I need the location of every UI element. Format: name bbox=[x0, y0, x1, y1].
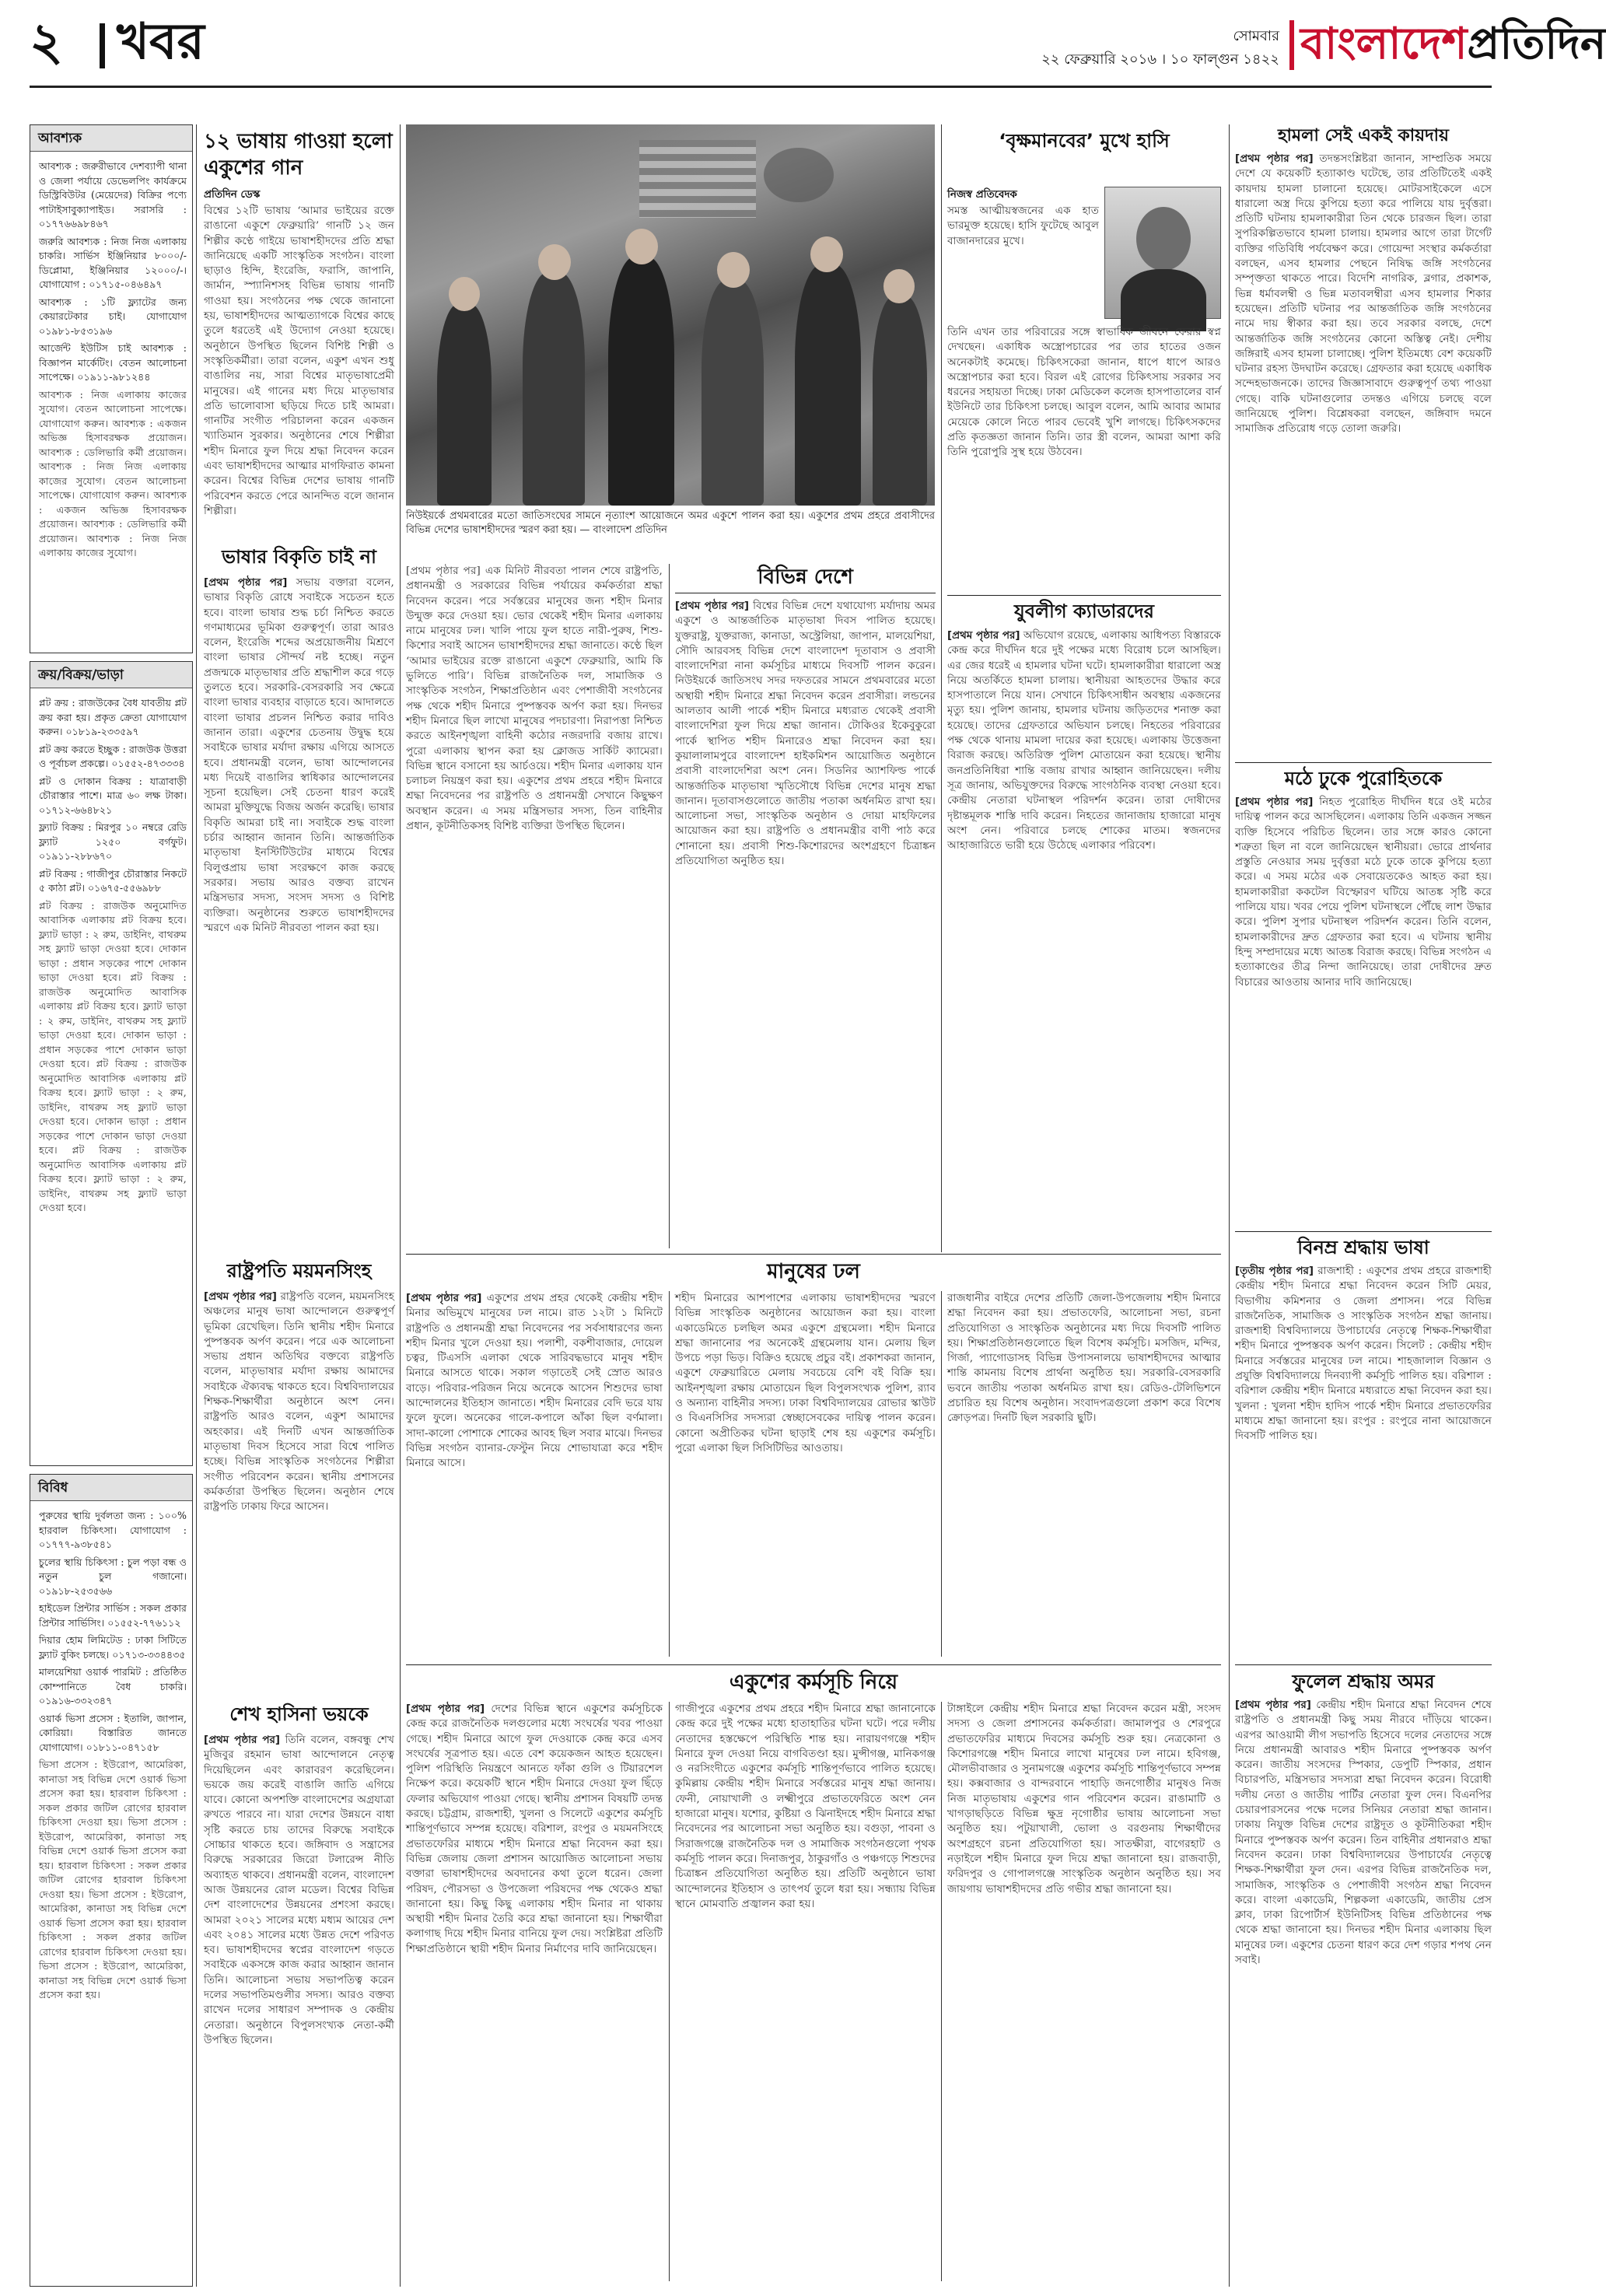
classified-item: দিয়ার হোম লিমিটেড : ঢাকা সিটিতে ফ্ল্যাট বুকিং চলছে। ০১৭১৩-৩৩৪৪৩৫ bbox=[39, 1634, 187, 1661]
headline-manusher-dhol: মানুষের ঢল bbox=[767, 1260, 860, 1283]
paper-logo bbox=[1300, 17, 1606, 72]
article-rashtrapati-body: [প্রথম পৃষ্ঠার পর] রাষ্ট্রপতি বলেন, ময়মনসিংহ অঞ্চলের মানুষ ভাষা আন্দোলনে গুরুত্বপূর্ণ ভূমিকা রেখেছিল। তিনি স্থানীয় শহীদ মিনারে পুষ্পস্তবক অর্পণ করেন। পরে এক আলোচনা সভায় প্রধান অতিথির বক্তব্যে রাষ্ট্রপতি বলেন, মাতৃভাষার মর্যাদা রক্ষায় আমাদের সবাইকে ঐক্যবদ্ধ থাকতে হবে। বিশ্ববিদ্যালয়ের শিক্ষক-শিক্ষার্থীরা অনুষ্ঠানে অংশ নেন। রাষ্ট্রপতি আরও বলেন, একুশ আমাদের অহংকার। এই দিনটি এখন আন্তর্জাতিক মাতৃভাষা দিবস হিসেবে সারা বিশ্বে পালিত হচ্ছে। বিভিন্ন সাংস্কৃতিক সংগঠনের শিল্পীরা সংগীত পরিবেশন করেন। স্থানীয় প্রশাসনের কর্মকর্তারা উপস্থিত ছিলেন। অনুষ্ঠান শেষে রাষ্ট্রপতি ঢাকায় ফিরে আসেন। bbox=[204, 1291, 394, 1514]
classified-item: আবশ্যক : জরুরীভাবে দেশব্যাপী থানা ও জেলা পর্যায়ে ডেভেলপিং কার্যক্রমে ডিস্ট্রিবিউটর (মেয়েদের) বিক্রির পণ্যে পাটাইসাবুক্যাপাইড। সরাসরি : ০১৭৭৬৬৯৮৪৬৭ bbox=[39, 160, 187, 229]
article-bhasha-bikriti-body: [প্রথম পৃষ্ঠার পর] সভায় বক্তারা বলেন, ভাষার বিকৃতি রোধে সবাইকে সচেতন হতে হবে। বাংলা ভাষার শুদ্ধ চর্চা নিশ্চিত করতে গণমাধ্যমের ভূমিকা গুরুত্বপূর্ণ। তারা আরও বলেন, ইংরেজি শব্দের অপ্রয়োজনীয় মিশ্রণে বাংলা ভাষার সৌন্দর্য নষ্ট হচ্ছে। নতুন প্রজন্মকে মাতৃভাষার প্রতি শ্রদ্ধাশীল করে গড়ে তুলতে হবে। সরকারি-বেসরকারি সব ক্ষেত্রে বাংলা ভাষার ব্যবহার বাড়াতে হবে। আদালতে বাংলা ভাষার প্রচলন নিশ্চিত করার দাবিও জানান তারা। একুশের চেতনায় উদ্বুদ্ধ হয়ে সবাইকে ভাষার মর্যাদা রক্ষায় এগিয়ে আসতে হবে। প্রধানমন্ত্রী বলেন, ভাষা আন্দোলনের মধ্য দিয়েই বাঙালির স্বাধিকার আন্দোলনের সূচনা হয়েছিল। সেই চেতনা ধারণ করেই আমরা মুক্তিযুদ্ধে বিজয় অর্জন করেছি। ভাষার বিকৃতি আমরা চাই না। সবাইকে শুদ্ধ বাংলা চর্চার আহ্বান জানান তিনি। আন্তর্জাতিক মাতৃভাষা ইনস্টিটিউটের মাধ্যমে বিশ্বের বিলুপ্তপ্রায় ভাষা সংরক্ষণে কাজ করছে সরকার। সভায় আরও বক্তব্য রাখেন মন্ত্রিসভার সদস্য, সংসদ সদস্য ও বিশিষ্ট ব্যক্তিরা। অনুষ্ঠানের শুরুতে ভাষাশহীদদের স্মরণে এক মিনিট নীরবতা পালন করা হয়। bbox=[204, 577, 394, 934]
classified-list-buy-sell bbox=[39, 696, 187, 1458]
article-kormosuchi-col2: গাজীপুরে একুশের প্রথম প্রহরে শহীদ মিনারে শ্রদ্ধা জানানোকে কেন্দ্র করে দুই পক্ষের মধ্যে হাতাহাতির ঘটনা ঘটে। পরে দলীয় নেতাদের হস্তক্ষেপে পরিস্থিতি শান্ত হয়। নারায়ণগঞ্জে শহীদ মিনারে ফুল দেওয়া নিয়ে বাগবিতণ্ডা হয়। মুন্সীগঞ্জ, মানিকগঞ্জ ও নরসিংদীতে একুশের কর্মসূচি শান্তিপূর্ণভাবে পালিত হয়েছে। কুমিল্লায় কেন্দ্রীয় শহীদ মিনারে সর্বস্তরের মানুষ শ্রদ্ধা জানায়। ফেনী, নোয়াখালী ও লক্ষ্মীপুরে প্রভাতফেরিতে অংশ নেন হাজারো মানুষ। যশোর, কুষ্টিয়া ও ঝিনাইদহে শহীদ মিনারে শ্রদ্ধা নিবেদনের পর আলোচনা সভা অনুষ্ঠিত হয়। বগুড়া, পাবনা ও সিরাজগঞ্জে রাজনৈতিক দল ও সামাজিক সংগঠনগুলো পৃথক কর্মসূচি পালন করে। দিনাজপুর, ঠাকুরগাঁও ও পঞ্চগড়ে শিশুদের চিত্রাঙ্কন প্রতিযোগিতা অনুষ্ঠিত হয়। প্রতিটি অনুষ্ঠানে ভাষা আন্দোলনের ইতিহাস ও তাৎপর্য তুলে ধরা হয়। সন্ধ্যায় বিভিন্ন স্থানে মোমবাতি প্রজ্বালন করা হয়। bbox=[675, 1703, 936, 1910]
classified-item: প্লট ও দোকান বিক্রয় : যাত্রাবাড়ী চৌরাস্তার পাশে। মাত্র ৬০ লক্ষ টাকা। ০১৭১২-৬৬৪৮২১ bbox=[39, 775, 187, 816]
article-sheikh-hasina-body: [প্রথম পৃষ্ঠার পর] তিনি বলেন, বঙ্গবন্ধু শেখ মুজিবুর রহমান ভাষা আন্দোলনে নেতৃত্ব দিয়েছিলেন এবং কারাবরণ করেছিলেন। ভয়কে জয় করেই বাঙালি জাতি এগিয়ে যাবে। কোনো অপশক্তি বাংলাদেশের অগ্রযাত্রা রুখতে পারবে না। যারা দেশের উন্নয়নে বাধা সৃষ্টি করতে চায় তাদের বিরুদ্ধে সবাইকে সোচ্চার থাকতে হবে। জঙ্গিবাদ ও সন্ত্রাসের বিরুদ্ধে সরকারের জিরো টলারেন্স নীতি অব্যাহত থাকবে। প্রধানমন্ত্রী বলেন, বাংলাদেশ আজ উন্নয়নের রোল মডেল। বিশ্বের বিভিন্ন দেশ বাংলাদেশের উন্নয়নের প্রশংসা করছে। আমরা ২০২১ সালের মধ্যে মধ্যম আয়ের দেশ এবং ২০৪১ সালের মধ্যে উন্নত দেশে পরিণত হব। ভাষাশহীদদের স্বপ্নের বাংলাদেশ গড়তে সবাইকে একসঙ্গে কাজ করার আহ্বান জানান তিনি। আলোচনা সভায় সভাপতিত্ব করেন দলের সভাপতিমণ্ডলীর সদস্য। আরও বক্তব্য রাখেন দলের সাধারণ সম্পাদক ও কেন্দ্রীয় নেতারা। অনুষ্ঠানে বিপুলসংখ্যক নেতা-কর্মী উপস্থিত ছিলেন। bbox=[204, 1734, 394, 2046]
lead-bibhinno-deshe: [প্রথম পৃষ্ঠার পর] bbox=[675, 600, 749, 612]
article-kormosuchi-col1: [প্রথম পৃষ্ঠার পর] দেশের বিভিন্ন স্থানে একুশের কর্মসূচিকে কেন্দ্র করে রাজনৈতিক দলগুলোর মধ্যে সংঘর্ষের খবর পাওয়া গেছে। শহীদ মিনারে আগে ফুল দেওয়াকে কেন্দ্র করে এসব সংঘর্ষের সূত্রপাত হয়। এতে বেশ কয়েকজন আহত হয়েছেন। পুলিশ পরিস্থিতি নিয়ন্ত্রণে আনতে ফাঁকা গুলি ও টিয়ারশেল নিক্ষেপ করে। কয়েকটি স্থানে শহীদ মিনারে দেওয়া ফুল ছিঁড়ে ফেলার অভিযোগ পাওয়া গেছে। স্থানীয় প্রশাসন বিষয়টি তদন্ত করছে। চট্টগ্রাম, রাজশাহী, খুলনা ও সিলেটে একুশের কর্মসূচি শান্তিপূর্ণভাবে সম্পন্ন হয়েছে। বরিশাল, রংপুর ও ময়মনসিংহে প্রভাতফেরির মাধ্যমে শহীদ মিনারে শ্রদ্ধা নিবেদন করা হয়। বিভিন্ন জেলায় জেলা প্রশাসন আয়োজিত আলোচনা সভায় বক্তারা ভাষাশহীদদের অবদানের কথা তুলে ধরেন। জেলা পরিষদ, পৌরসভা ও উপজেলা পরিষদের পক্ষ থেকেও শ্রদ্ধা জানানো হয়। কিছু কিছু এলাকায় শহীদ মিনার না থাকায় অস্থায়ী শহীদ মিনার তৈরি করে শ্রদ্ধা জানানো হয়। শিক্ষার্থীরা কলাগাছ দিয়ে শহীদ মিনার বানিয়ে ফুল দেয়। সংশ্লিষ্টরা প্রতিটি শিক্ষাপ্রতিষ্ঠানে স্থায়ী শহীদ মিনার নির্মাণের দাবি জানিয়েছেন। bbox=[406, 1703, 663, 1955]
lead-binomro-shraddha: [তৃতীয় পৃষ্ঠার পর] bbox=[1235, 1265, 1314, 1277]
classified-item: আর্জেন্ট ইউটিস চাই আবশ্যক : বিজ্ঞাপন মার্কেটিং। বেতন আলোচনা সাপেক্ষে। ০১৯১১-৯৮১২৪৪ bbox=[39, 342, 187, 383]
headline-ekushe-song: ১২ ভাষায় গাওয়া হলো একুশের গান bbox=[204, 130, 393, 180]
headline-jubolig: যুবলীগ ক্যাডারদের bbox=[1013, 600, 1154, 622]
classified-item: ফ্ল্যাট বিক্রয় : মিরপুর ১০ নম্বরে রেডি ফ্ল্যাট ১২৫০ বর্গফুট। ০১৯১১-২৮৮৬৭০ bbox=[39, 821, 187, 862]
classified-item: ওয়ার্ক ভিসা প্রসেস : ইতালি, জাপান, কোরিয়া। বিস্তারিত জানতে যোগাযোগ। ০১৮১১-০৪৭১৫৮ bbox=[39, 1712, 187, 1753]
classified-filler: ভিসা প্রসেস : ইউরোপ, আমেরিকা, কানাডা সহ বিভিন্ন দেশে ওয়ার্ক ভিসা প্রসেস করা হয়। হারবাল চিকিৎসা : সকল প্রকার জটিল রোগের হারবাল চিকিৎসা দেওয়া হয়। ভিসা প্রসেস : ইউরোপ, আমেরিকা, কানাডা সহ বিভিন্ন দেশে ওয়ার্ক ভিসা প্রসেস করা হয়। হারবাল চিকিৎসা : সকল প্রকার জটিল রোগের হারবাল চিকিৎসা দেওয়া হয়। ভিসা প্রসেস : ইউরোপ, আমেরিকা, কানাডা সহ বিভিন্ন দেশে ওয়ার্ক ভিসা প্রসেস করা হয়। হারবাল চিকিৎসা : সকল প্রকার জটিল রোগের হারবাল চিকিৎসা দেওয়া হয়। ভিসা প্রসেস : ইউরোপ, আমেরিকা, কানাডা সহ বিভিন্ন দেশে ওয়ার্ক ভিসা প্রসেস করা হয়। bbox=[39, 1759, 187, 2000]
paper-logo-part1: বাংলাদেশ bbox=[1300, 19, 1468, 69]
photo-caption: নিউইয়র্কে প্রথমবারের মতো জাতিসংঘের সামনে নৃত্যাংশ আয়োজনে অমর একুশে পালন করা হয়। একুশের প্রথম প্রহরে প্রবাসীদের বিভিন্ন দেশের ভাষাশহীদদের স্মরণ করা হয়। — বাংলাদেশ প্রতিদিন bbox=[406, 510, 935, 536]
divider bbox=[400, 124, 401, 2287]
headline-binomro-shraddha: বিনম্র শ্রদ্ধায় ভাষা bbox=[1297, 1237, 1429, 1258]
article-jubolig-body: [প্রথম পৃষ্ঠার পর] অভিযোগ রয়েছে, এলাকায় আধিপত্য বিস্তারকে কেন্দ্র করে দীর্ঘদিন ধরে দুই পক্ষের মধ্যে বিরোধ চলে আসছিল। এর জের ধরেই এ হামলার ঘটনা ঘটে। হামলাকারীরা ধারালো অস্ত্র নিয়ে অতর্কিতে হামলা চালায়। স্থানীয়রা আহতদের উদ্ধার করে হাসপাতালে নিয়ে যান। সেখানে চিকিৎসাধীন অবস্থায় একজনের মৃত্যু হয়। পুলিশ জানায়, হামলার ঘটনায় জড়িতদের শনাক্ত করা হয়েছে। তাদের গ্রেফতারে অভিযান চলছে। নিহতের পরিবারের পক্ষ থেকে থানায় মামলা দায়ের করা হয়েছে। এলাকায় উত্তেজনা বিরাজ করছে। অতিরিক্ত পুলিশ মোতায়েন করা হয়েছে। স্থানীয় জনপ্রতিনিধিরা শান্তি বজায় রাখার আহ্বান জানিয়েছেন। দলীয় সূত্র জানায়, অভিযুক্তদের বিরুদ্ধে সাংগঠনিক ব্যবস্থা নেওয়া হবে। কেন্দ্রীয় নেতারা ঘটনাস্থল পরিদর্শন করেন। তারা দোষীদের দৃষ্টান্তমূলক শাস্তি দাবি করেন। নিহতের জানাজায় হাজারো মানুষ অংশ নেন। পরিবারে চলছে শোকের মাতম। স্বজনদের আহাজারিতে ভারী হয়ে উঠেছে এলাকার পরিবেশ। bbox=[947, 630, 1221, 852]
lead-sheikh-hasina: [প্রথম পৃষ্ঠার পর] bbox=[204, 1734, 281, 1746]
byline-brikkhomanober: নিজস্ব প্রতিবেদক bbox=[947, 189, 1017, 201]
rule-right-section bbox=[1235, 762, 1492, 763]
classified-list-misc bbox=[39, 1509, 187, 2279]
classified-filler: আবশ্যক : নিজ এলাকায় কাজের সুযোগ। বেতন আলোচনা সাপেক্ষে। যোগাযোগ করুন। আবশ্যক : একজন অভিজ্ঞ হিসাবরক্ষক প্রয়োজন। আবশ্যক : ডেলিভারি কর্মী প্রয়োজন। আবশ্যক : নিজ নিজ এলাকায় কাজের সুযোগ। বেতন আলোচনা সাপেক্ষে। যোগাযোগ করুন। আবশ্যক : একজন অভিজ্ঞ হিসাবরক্ষক প্রয়োজন। আবশ্যক : ডেলিভারি কর্মী প্রয়োজন। আবশ্যক : নিজ নিজ এলাকায় কাজের সুযোগ। bbox=[39, 388, 187, 558]
divider bbox=[669, 1702, 670, 2281]
masthead-day: সোমবার bbox=[1233, 28, 1279, 44]
lead-manusher-dhol: [প্রথম পৃষ্ঠার পর] bbox=[406, 1293, 482, 1304]
article-fuler-shraddha-body: [প্রথম পৃষ্ঠার পর] কেন্দ্রীয় শহীদ মিনারে শ্রদ্ধা নিবেদন শেষে রাষ্ট্রপতি ও প্রধানমন্ত্রী কিছু সময় নীরবে দাঁড়িয়ে থাকেন। এরপর আওয়ামী লীগ সভাপতি হিসেবে দলের নেতাদের সঙ্গে নিয়ে প্রধানমন্ত্রী আবারও শহীদ মিনারে পুষ্পস্তবক অর্পণ করেন। জাতীয় সংসদের স্পিকার, ডেপুটি স্পিকার, প্রধান বিচারপতি, মন্ত্রিসভার সদস্যরা শ্রদ্ধা নিবেদন করেন। বিরোধী দলীয় নেতা ও জাতীয় পার্টির নেতারা ফুল দেন। বিএনপির চেয়ারপারসনের পক্ষে দলের সিনিয়র নেতারা শ্রদ্ধা জানান। ঢাকায় নিযুক্ত বিভিন্ন দেশের রাষ্ট্রদূত ও কূটনীতিকরা শহীদ মিনারে পুষ্পস্তবক অর্পণ করেন। তিন বাহিনীর প্রধানরাও শ্রদ্ধা নিবেদন করেন। ঢাকা বিশ্ববিদ্যালয়ের উপাচার্যের নেতৃত্বে শিক্ষক-শিক্ষার্থীরা ফুল দেন। এরপর বিভিন্ন রাজনৈতিক দল, সামাজিক, সাংস্কৃতিক ও পেশাজীবী সংগঠন শ্রদ্ধা নিবেদন করে। বাংলা একাডেমি, শিল্পকলা একাডেমি, জাতীয় প্রেস ক্লাব, ঢাকা রিপোর্টার্স ইউনিটিসহ বিভিন্ন প্রতিষ্ঠানের পক্ষ থেকে শ্রদ্ধা জানানো হয়। দিনভর শহীদ মিনার এলাকায় ছিল মানুষের ঢল। একুশের চেতনা ধারণ করে দেশ গড়ার শপথ নেন সবাই। bbox=[1235, 1699, 1492, 1967]
rule-center-right bbox=[947, 595, 1221, 596]
classified-item: প্লট ক্রয় করতে ইচ্ছুক : রাজউক উত্তরা ও পূর্বাচল প্রকল্পে। ০১৫৫২-৪৭৩৩৩৪ bbox=[39, 743, 187, 769]
headline-fuler-shraddha: ফুলেল শ্রদ্ধায় অমর bbox=[1292, 1671, 1435, 1692]
section-title: খবর bbox=[117, 13, 205, 71]
headline-bhasha-bikriti: ভাষার বিকৃতি চাই না bbox=[222, 546, 376, 568]
lead-fuler-shraddha: [প্রথম পৃষ্ঠার পর] bbox=[1235, 1699, 1311, 1711]
article-binomro-shraddha-body: [তৃতীয় পৃষ্ঠার পর] রাজশাহী : একুশের প্রথম প্রহরে রাজশাহী কেন্দ্রীয় শহীদ মিনারে শ্রদ্ধা নিবেদন করেন সিটি মেয়র, বিভাগীয় কমিশনার ও জেলা প্রশাসন। পরে বিভিন্ন রাজনৈতিক, সামাজিক ও সাংস্কৃতিক সংগঠন শ্রদ্ধা জানায়। রাজশাহী বিশ্ববিদ্যালয়ে উপাচার্যের নেতৃত্বে শিক্ষক-শিক্ষার্থীরা শহীদ মিনারে পুষ্পস্তবক অর্পণ করেন। সিলেট : কেন্দ্রীয় শহীদ মিনারে সর্বস্তরের মানুষের ঢল নামে। শাহজালাল বিজ্ঞান ও প্রযুক্তি বিশ্ববিদ্যালয়ে দিনব্যাপী কর্মসূচি পালিত হয়। বরিশাল : বরিশাল কেন্দ্রীয় শহীদ মিনারে মধ্যরাতে শ্রদ্ধা নিবেদন করা হয়। খুলনা : খুলনা শহীদ হাদিস পার্কে শহীদ মিনারে প্রভাতফেরির মাধ্যমে শ্রদ্ধা জানানো হয়। রংপুর : রংপুরে নানা আয়োজনে দিবসটি পালিত হয়। bbox=[1235, 1265, 1492, 1443]
page-number: ২ bbox=[30, 12, 63, 72]
rule-right-section bbox=[1235, 1231, 1492, 1232]
article-ekushe-song-body: বিশ্বের ১২টি ভাষায় ‘আমার ভাইয়ের রক্তে রাঙানো একুশে ফেব্রুয়ারি’ গানটি ১২ জন শিল্পীর কণ্ঠে গাইয়ে ভাষাশহীদদের প্রতি শ্রদ্ধা জানিয়েছে একটি সাংস্কৃতিক সংগঠন। বাংলা ছাড়াও হিন্দি, ইংরেজি, ফরাসি, জাপানি, জার্মান, স্প্যানিশসহ বিভিন্ন ভাষায় গানটি গাওয়া হয়। সংগঠনের পক্ষ থেকে জানানো হয়, ভাষাশহীদদের আত্মত্যাগকে বিশ্বের কাছে তুলে ধরতেই এই উদ্যোগ নেওয়া হয়েছে। অনুষ্ঠানে উপস্থিত ছিলেন বিশিষ্ট শিল্পী ও সংস্কৃতিকর্মীরা। তারা বলেন, একুশ এখন শুধু বাঙালির নয়, সারা বিশ্বের মাতৃভাষাপ্রেমী মানুষের। এই গানের মধ্য দিয়ে মাতৃভাষার প্রতি ভালোবাসা ছড়িয়ে দিতে চাই আমরা। গানটির সংগীত পরিচালনা করেন একজন খ্যাতিমান সুরকার। অনুষ্ঠানের শেষে শিল্পীরা শহীদ মিনারে ফুল দিয়ে শ্রদ্ধা নিবেদন করেন এবং ভাষাশহীদদের আত্মার মাগফিরাত কামনা করেন। বিশ্বের বিভিন্ন দেশের ভাষায় গানটি পরিবেশন করতে পেরে আনন্দিত বলে জানান শিল্পীরা। bbox=[204, 205, 394, 517]
article-photo-continued: [প্রথম পৃষ্ঠার পর] এক মিনিট নীরবতা পালন শেষে রাষ্ট্রপতি, প্রধানমন্ত্রী ও সরকারের বিভিন্ন পর্যায়ের কর্মকর্তারা শ্রদ্ধা নিবেদন করেন। পরে সর্বস্তরের মানুষের জন্য শহীদ মিনার উন্মুক্ত করে দেওয়া হয়। ভোর থেকেই শহীদ মিনার এলাকায় নামে মানুষের ঢল। খালি পায়ে ফুল হাতে নারী-পুরুষ, শিশু-কিশোর সবাই আসেন ভাষাশহীদদের শ্রদ্ধা জানাতে। কণ্ঠে ছিল ‘আমার ভাইয়ের রক্তে রাঙানো একুশে ফেব্রুয়ারি, আমি কি ভুলিতে পারি’। বিভিন্ন রাজনৈতিক দল, সামাজিক ও সাংস্কৃতিক সংগঠন, শিক্ষাপ্রতিষ্ঠান এবং পেশাজীবী সংগঠনের পক্ষ থেকে শহীদ মিনারে পুষ্পস্তবক অর্পণ করা হয়। দিনভর শহীদ মিনারে ছিল লাখো মানুষের পদচারণা। নিরাপত্তা নিশ্চিত করতে আইনশৃঙ্খলা বাহিনী কঠোর নজরদারি বজায় রাখে। পুরো এলাকায় স্থাপন করা হয় ক্লোজড সার্কিট ক্যামেরা। বিভিন্ন স্থানে বসানো হয় আর্চওয়ে। শহীদ মিনার এলাকায় যান চলাচল নিয়ন্ত্রণ করা হয়। একুশের প্রথম প্রহরে শহীদ মিনারে শ্রদ্ধা নিবেদনের পর রাষ্ট্রপতি ও প্রধানমন্ত্রী সেখানে কিছুক্ষণ অবস্থান করেন। এ সময় মন্ত্রিসভার সদস্য, তিন বাহিনীর প্রধান, কূটনীতিকসহ বিশিষ্ট ব্যক্তিরা উপস্থিত ছিলেন। bbox=[406, 565, 663, 833]
article-manusher-dhol-col2: শহীদ মিনারের আশপাশের এলাকায় ভাষাশহীদদের স্মরণে বিভিন্ন সাংস্কৃতিক অনুষ্ঠানের আয়োজন করা হয়। বাংলা একাডেমিতে চলছিল অমর একুশে গ্রন্থমেলা। শহীদ মিনারে শ্রদ্ধা জানানোর পর অনেকেই গ্রন্থমেলায় যান। মেলায় ছিল উপচে পড়া ভিড়। বিক্রিও হয়েছে প্রচুর বই। প্রকাশকরা জানান, একুশে ফেব্রুয়ারিতে মেলায় সবচেয়ে বেশি বই বিক্রি হয়। আইনশৃঙ্খলা রক্ষায় মোতায়েন ছিল বিপুলসংখ্যক পুলিশ, র‌্যাব ও অন্যান্য বাহিনীর সদস্য। ঢাকা বিশ্ববিদ্যালয়ের রোভার স্কাউট ও বিএনসিসির সদস্যরা স্বেচ্ছাসেবকের দায়িত্ব পালন করেন। কোনো অপ্রীতিকর ঘটনা ছাড়াই শেষ হয় একুশের কর্মসূচি। পুরো এলাকা ছিল সিসিটিভির আওতায়। bbox=[675, 1293, 936, 1454]
divider bbox=[941, 124, 942, 1252]
rule-kormosuchi-top bbox=[406, 1664, 1221, 1665]
divider bbox=[669, 564, 670, 1248]
divider bbox=[669, 1291, 670, 1657]
divider bbox=[196, 124, 197, 2287]
photo-new-york-ekushe bbox=[406, 124, 935, 506]
headline-ekusher-kormosuchi: একুশের কর্মসূচি নিয়ে bbox=[729, 1671, 898, 1694]
divider bbox=[941, 1291, 942, 1657]
classified-list-wanted bbox=[39, 159, 187, 649]
article-brikkhomanob-body-b: তিনি এখন তার পরিবারের সঙ্গে স্বাভাবিক জীবনে ফেরার স্বপ্ন দেখছেন। একাধিক অস্ত্রোপচারের পর তার হাতের ওজন অনেকটাই কমেছে। চিকিৎসকেরা জানান, ধাপে ধাপে আরও অস্ত্রোপচার করা হবে। বিরল এই রোগের চিকিৎসায় সরকার সব ধরনের সহায়তা দিচ্ছে। ঢাকা মেডিকেল কলেজ হাসপাতালের বার্ন ইউনিটে তার চিকিৎসা চলছে। আবুল বলেন, আমি আবার আমার মেয়েকে কোলে নিতে পারব ভেবেই খুশি লাগছে। চিকিৎসকদের প্রতি কৃতজ্ঞতা জানান তিনি। তার স্ত্রী বলেন, আমরা আশা করি তিনি পুরোপুরি সুস্থ হয়ে উঠবেন। bbox=[947, 327, 1221, 459]
article-manusher-dhol-col3: রাজধানীর বাইরে দেশের প্রতিটি জেলা-উপজেলায় শহীদ মিনারে শ্রদ্ধা নিবেদন করা হয়। প্রভাতফেরি, আলোচনা সভা, রচনা প্রতিযোগিতা ও সাংস্কৃতিক অনুষ্ঠানের মধ্য দিয়ে দিবসটি পালিত হয়। শিক্ষাপ্রতিষ্ঠানগুলোতে ছিল বিশেষ কর্মসূচি। মসজিদ, মন্দির, গির্জা, প্যাগোডাসহ বিভিন্ন উপাসনালয়ে ভাষাশহীদদের আত্মার শান্তি কামনায় বিশেষ প্রার্থনা অনুষ্ঠিত হয়। সরকারি-বেসরকারি ভবনে জাতীয় পতাকা অর্ধনমিত রাখা হয়। রেডিও-টেলিভিশনে প্রচারিত হয় বিশেষ অনুষ্ঠান। সংবাদপত্রগুলো প্রকাশ করে বিশেষ ক্রোড়পত্র। দিনটি ছিল সরকারি ছুটি। bbox=[947, 1293, 1221, 1425]
classified-heading-buy-sell: ক্রয়/বিক্রয়/ভাড়া bbox=[30, 662, 192, 688]
article-kormosuchi-col3: টাঙ্গাইলে কেন্দ্রীয় শহীদ মিনারে শ্রদ্ধা নিবেদন করেন মন্ত্রী, সংসদ সদস্য ও জেলা প্রশাসনের কর্মকর্তারা। জামালপুর ও শেরপুরে প্রভাতফেরির মাধ্যমে দিবসের কর্মসূচি শুরু হয়। নেত্রকোনা ও কিশোরগঞ্জে শহীদ মিনারে লাখো মানুষের ঢল নামে। হবিগঞ্জ, মৌলভীবাজার ও সুনামগঞ্জে একুশের কর্মসূচি শান্তিপূর্ণভাবে সম্পন্ন হয়। কক্সবাজার ও বান্দরবানে পাহাড়ি জনগোষ্ঠীর মানুষও নিজ নিজ মাতৃভাষায় একুশের গান পরিবেশন করেন। রাঙামাটি ও খাগড়াছড়িতে বিভিন্ন ক্ষুদ্র নৃগোষ্ঠীর ভাষায় আলোচনা সভা অনুষ্ঠিত হয়। পটুয়াখালী, ভোলা ও বরগুনায় শিক্ষার্থীদের অংশগ্রহণে রচনা প্রতিযোগিতা হয়। সাতক্ষীরা, বাগেরহাট ও নড়াইলে শহীদ মিনারে ফুল দিয়ে শ্রদ্ধা জানানো হয়। রাজবাড়ী, ফরিদপুর ও গোপালগঞ্জে সাংস্কৃতিক অনুষ্ঠান অনুষ্ঠিত হয়। সব জায়গায় ভাষাশহীদদের প্রতি গভীর শ্রদ্ধা জানানো হয়। bbox=[947, 1703, 1221, 1895]
headline-hamla: হামলা সেই একই কায়দায় bbox=[1277, 126, 1449, 145]
classified-item: আবশ্যক : ১টি ফ্ল্যাটের জন্য কেয়ারটেকার চাই। যোগাযোগ ০১৯৮১-৮৫৩১৯৬ bbox=[39, 296, 187, 337]
classified-item: চুলের স্থায়ি চিকিৎসা : চুল পড়া বন্ধ ও নতুন চুল গজানো। ০১৯১৮-২৫৩৫৬৬ bbox=[39, 1556, 187, 1597]
rule-manusher-dhol-top bbox=[406, 1254, 1221, 1255]
page-number-divider bbox=[100, 23, 105, 68]
classified-item: প্লট বিক্রয় : গাজীপুর চৌরাস্তার নিকটে ৫ কাঠা প্লট। ০১৬৭৫-৫৫৬৯৮৮ bbox=[39, 867, 187, 894]
lead-hamla: [প্রথম পৃষ্ঠার পর] bbox=[1235, 153, 1314, 165]
article-manusher-dhol-col1: [প্রথম পৃষ্ঠার পর] একুশের প্রথম প্রহর থেকেই কেন্দ্রীয় শহীদ মিনার অভিমুখে মানুষের ঢল নামে। রাত ১২টা ১ মিনিটে রাষ্ট্রপতি ও প্রধানমন্ত্রী শ্রদ্ধা নিবেদনের পর সর্বসাধারণের জন্য শহীদ মিনার খুলে দেওয়া হয়। পলাশী, বকশীবাজার, দোয়েল চত্বর, টিএসসি এলাকা থেকে সারিবদ্ধভাবে মানুষ শহীদ মিনারে আসতে থাকে। সকাল গড়াতেই সেই স্রোত আরও বাড়ে। পরিবার-পরিজন নিয়ে অনেকে আসেন শিশুদের ভাষা আন্দোলনের ইতিহাস জানাতে। শহীদ মিনারের বেদি ভরে যায় ফুলে ফুলে। অনেকের গালে-কপালে আঁকা ছিল বর্ণমালা। সাদা-কালো পোশাকে শোকের আবহ ছিল সবার মাঝে। দিনভর বিভিন্ন সংগঠন ব্যানার-ফেস্টুন নিয়ে শোভাযাত্রা করে শহীদ মিনারে আসে। bbox=[406, 1293, 663, 1470]
paper-logo-part2: প্রতিদিন bbox=[1467, 19, 1606, 69]
headline-mothe-dhuke: মঠে ঢুকে পুরোহিতকে bbox=[1284, 768, 1443, 789]
masthead-date: ২২ ফেব্রুয়ারি ২০১৬ । ১০ ফাল্গুন ১৪২২ bbox=[1041, 51, 1279, 68]
article-hamla-body: [প্রথম পৃষ্ঠার পর] তদন্তসংশ্লিষ্টরা জানান, সাম্প্রতিক সময়ে দেশে যে কয়েকটি হত্যাকাণ্ড ঘটেছে, তার প্রতিটিতেই একই কায়দায় হামলা চালানো হয়েছে। মোটরসাইকেলে এসে ধারালো অস্ত্র দিয়ে কুপিয়ে হত্যা করে পালিয়ে যায় দুর্বৃত্তরা। প্রতিটি ঘটনায় হামলাকারীরা তিন থেকে চারজন ছিল। তারা সুপরিকল্পিতভাবে হামলা চালায়। হামলার আগে তারা টার্গেট ব্যক্তির গতিবিধি পর্যবেক্ষণ করে। গোয়েন্দা সংস্থার কর্মকর্তারা বলছেন, এসব হামলার পেছনে নিষিদ্ধ জঙ্গি সংগঠনের সম্পৃক্ততা থাকতে পারে। বিদেশি নাগরিক, ব্লগার, প্রকাশক, ভিন্ন ধর্মাবলম্বী ও ভিন্ন মতাবলম্বীরা এসব হামলার শিকার হয়েছেন। প্রতিটি ঘটনার পর আন্তর্জাতিক জঙ্গি সংগঠনের নামে দায় স্বীকার করা হয়। তবে সরকার বলছে, দেশে আন্তর্জাতিক জঙ্গি সংগঠনের কোনো অস্তিত্ব নেই। দেশীয় জঙ্গিরাই এসব হামলা চালাচ্ছে। পুলিশ ইতিমধ্যে বেশ কয়েকটি ঘটনার রহস্য উদঘাটন করেছে। গ্রেফতার করা হয়েছে একাধিক সন্দেহভাজনকে। তাদের জিজ্ঞাসাবাদে গুরুত্বপূর্ণ তথ্য পাওয়া গেছে। বাকি ঘটনাগুলোর তদন্তও এগিয়ে চলছে বলে জানিয়েছে পুলিশ। বিশ্লেষকরা বলছেন, জঙ্গিবাদ দমনে সামাজিক প্রতিরোধ গড়ে তোলা জরুরি। bbox=[1235, 153, 1492, 436]
lead-jubolig: [প্রথম পৃষ্ঠার পর] bbox=[947, 630, 1020, 642]
classified-heading-misc: বিবিধ bbox=[30, 1475, 192, 1501]
divider bbox=[1229, 124, 1230, 2287]
lead-ekusher-kormosuchi: [প্রথম পৃষ্ঠার পর] bbox=[406, 1703, 485, 1715]
classified-item: প্লট ক্রয় : রাজউকের বৈধ যাবতীয় প্লট ক্রয় করা হয়। প্রকৃত ক্রেতা যোগাযোগ করুন। ০১৮১৯-২৩৩৫৯৭ bbox=[39, 697, 187, 737]
lead-mothe-dhuke: [প্রথম পৃষ্ঠার পর] bbox=[1235, 796, 1314, 808]
article-mothe-dhuke-body: [প্রথম পৃষ্ঠার পর] নিহত পুরোহিত দীর্ঘদিন ধরে ওই মঠের দায়িত্ব পালন করে আসছিলেন। এলাকায় তিনি একজন সজ্জন ব্যক্তি হিসেবে পরিচিত ছিলেন। তার সঙ্গে কারও কোনো শত্রুতা ছিল না বলে জানিয়েছেন স্থানীয়রা। ভোরে প্রার্থনার প্রস্তুতি নেওয়ার সময় দুর্বৃত্তরা মঠে ঢুকে তাকে কুপিয়ে হত্যা করে। এ সময় মঠের এক সেবায়েতকেও আহত করা হয়। হামলাকারীরা ককটেল বিস্ফোরণ ঘটিয়ে আতঙ্ক সৃষ্টি করে পালিয়ে যায়। খবর পেয়ে পুলিশ ঘটনাস্থলে পৌঁছে লাশ উদ্ধার করে। পুলিশ সুপার ঘটনাস্থল পরিদর্শন করেন। তিনি বলেন, হামলাকারীদের দ্রুত গ্রেফতার করা হবে। এ ঘটনায় স্থানীয় হিন্দু সম্প্রদায়ের মধ্যে আতঙ্ক বিরাজ করছে। বিভিন্ন সংগঠন এ হত্যাকাণ্ডের তীব্র নিন্দা জানিয়েছে। তারা দোষীদের দ্রুত বিচারের আওতায় আনার দাবি জানিয়েছে। bbox=[1235, 796, 1492, 989]
portrait-brikkhomanob bbox=[1104, 187, 1221, 319]
lead-bhasha-bikriti: [প্রথম পৃষ্ঠার পর] bbox=[204, 577, 288, 589]
article-bibhinno-deshe-body: [প্রথম পৃষ্ঠার পর] বিশ্বের বিভিন্ন দেশে যথাযোগ্য মর্যাদায় অমর একুশে ও আন্তর্জাতিক মাতৃভাষা দিবস পালিত হয়েছে। যুক্তরাষ্ট্র, যুক্তরাজ্য, কানাডা, অস্ট্রেলিয়া, জাপান, মালয়েশিয়া, সৌদি আরবসহ বিভিন্ন দেশে বাংলাদেশ দূতাবাস ও প্রবাসী বাংলাদেশিরা নানা কর্মসূচির মাধ্যমে দিবসটি পালন করেন। নিউইয়র্কে জাতিসংঘ সদর দফতরের সামনে প্রথমবারের মতো অস্থায়ী শহীদ মিনারে শ্রদ্ধা নিবেদন করেন প্রবাসীরা। লন্ডনের আলতাব আলী পার্কে শহীদ মিনারে মধ্যরাত থেকেই প্রবাসী বাংলাদেশিরা ফুল দিয়ে শ্রদ্ধা জানান। টোকিওর ইকেবুকুরো পার্কে স্থাপিত শহীদ মিনারেও শ্রদ্ধা নিবেদন করা হয়। কুয়ালালামপুরে বাংলাদেশ হাইকমিশন আয়োজিত অনুষ্ঠানে প্রবাসী বাংলাদেশিরা অংশ নেন। সিডনির অ্যাশফিল্ড পার্কে আন্তর্জাতিক মাতৃভাষা স্মৃতিসৌধে বিভিন্ন দেশের মানুষ শ্রদ্ধা জানান। দূতাবাসগুলোতে জাতীয় পতাকা অর্ধনমিত রাখা হয়। আলোচনা সভা, সাংস্কৃতিক অনুষ্ঠান ও দোয়া মাহফিলের আয়োজন করা হয়। রাষ্ট্রপতি ও প্রধানমন্ত্রীর বাণী পাঠ করে শোনানো হয়। প্রবাসী শিশু-কিশোরদের অংশগ্রহণে চিত্রাঙ্কন প্রতিযোগিতা অনুষ্ঠিত হয়। bbox=[675, 600, 936, 868]
headline-rashtrapati: রাষ্ট্রপতি ময়মনসিংহ bbox=[226, 1260, 372, 1282]
masthead bbox=[0, 0, 1606, 92]
classified-heading-wanted: আবশ্যক bbox=[30, 125, 192, 152]
classified-item: মালয়েশিয়া ওয়ার্ক পারমিট : প্রতিষ্ঠিত কোম্পানিতে বৈধ চাকরি। ০১৯১৬-৩৩২৩৪৭ bbox=[39, 1666, 187, 1706]
classified-filler: প্লট বিক্রয় : রাজউক অনুমোদিত আবাসিক এলাকায় প্লট বিক্রয় হবে। ফ্ল্যাট ভাড়া : ২ রুম, ডাইনিং, বাথরুম সহ ফ্ল্যাট ভাড়া দেওয়া হবে। দোকান ভাড়া : প্রধান সড়কের পাশে দোকান ভাড়া দেওয়া হবে। প্লট বিক্রয় : রাজউক অনুমোদিত আবাসিক এলাকায় প্লট বিক্রয় হবে। ফ্ল্যাট ভাড়া : ২ রুম, ডাইনিং, বাথরুম সহ ফ্ল্যাট ভাড়া দেওয়া হবে। দোকান ভাড়া : প্রধান সড়কের পাশে দোকান ভাড়া দেওয়া হবে। প্লট বিক্রয় : রাজউক অনুমোদিত আবাসিক এলাকায় প্লট বিক্রয় হবে। ফ্ল্যাট ভাড়া : ২ রুম, ডাইনিং, বাথরুম সহ ফ্ল্যাট ভাড়া দেওয়া হবে। দোকান ভাড়া : প্রধান সড়কের পাশে দোকান ভাড়া দেওয়া হবে। প্লট বিক্রয় : রাজউক অনুমোদিত আবাসিক এলাকায় প্লট বিক্রয় হবে। ফ্ল্যাট ভাড়া : ২ রুম, ডাইনিং, বাথরুম সহ ফ্ল্যাট ভাড়া দেওয়া হবে। bbox=[39, 899, 187, 1213]
divider bbox=[941, 1702, 942, 2281]
lead-rashtrapati: [প্রথম পৃষ্ঠার পর] bbox=[204, 1291, 277, 1303]
masthead-rule bbox=[30, 86, 1492, 88]
headline-sheikh-hasina: শেখ হাসিনা ভয়কে bbox=[229, 1703, 369, 1725]
headline-bibhinno-deshe: বিভিন্ন দেশে bbox=[758, 565, 853, 589]
byline-ekushe-song: প্রতিদিন ডেস্ক bbox=[204, 189, 261, 201]
masthead-separator bbox=[1289, 20, 1294, 70]
classified-item: হাইডেল প্রিন্টার সার্ভিস : সকল প্রকার প্রিন্টার সার্ভিসিং। ০১৫৫২-৭৭৬১১২ bbox=[39, 1602, 187, 1629]
rule-right-section bbox=[1235, 1664, 1492, 1665]
classified-item: পুরুষের স্থায়ি দুর্বলতা জন্য : ১০০% হারবাল চিকিৎসা। যোগাযোগ : ০১৭৭৭-৯৩৮৫৪১ bbox=[39, 1510, 187, 1550]
article-brikkhomanob-body-a: সমস্ত আত্মীয়স্বজনের এক হাত ভারমুক্ত হয়েছে। হাসি ফুটেছে আবুল বাজানদারের মুখে। bbox=[947, 205, 1099, 247]
classified-item: জরুরি আবশ্যক : নিজ নিজ এলাকায় চাকরি। সার্ভিস ইঞ্জিনিয়ার ৮০০০/- ডিপ্লোমা, ইঞ্জিনিয়ার ১২০০০/-। যোগাযোগ : ০১৭১৫-০৪৬৪৯৭ bbox=[39, 235, 187, 290]
headline-brikkhomanober: ‘বৃক্ষমানবের’ মুখে হাসি bbox=[999, 130, 1170, 152]
